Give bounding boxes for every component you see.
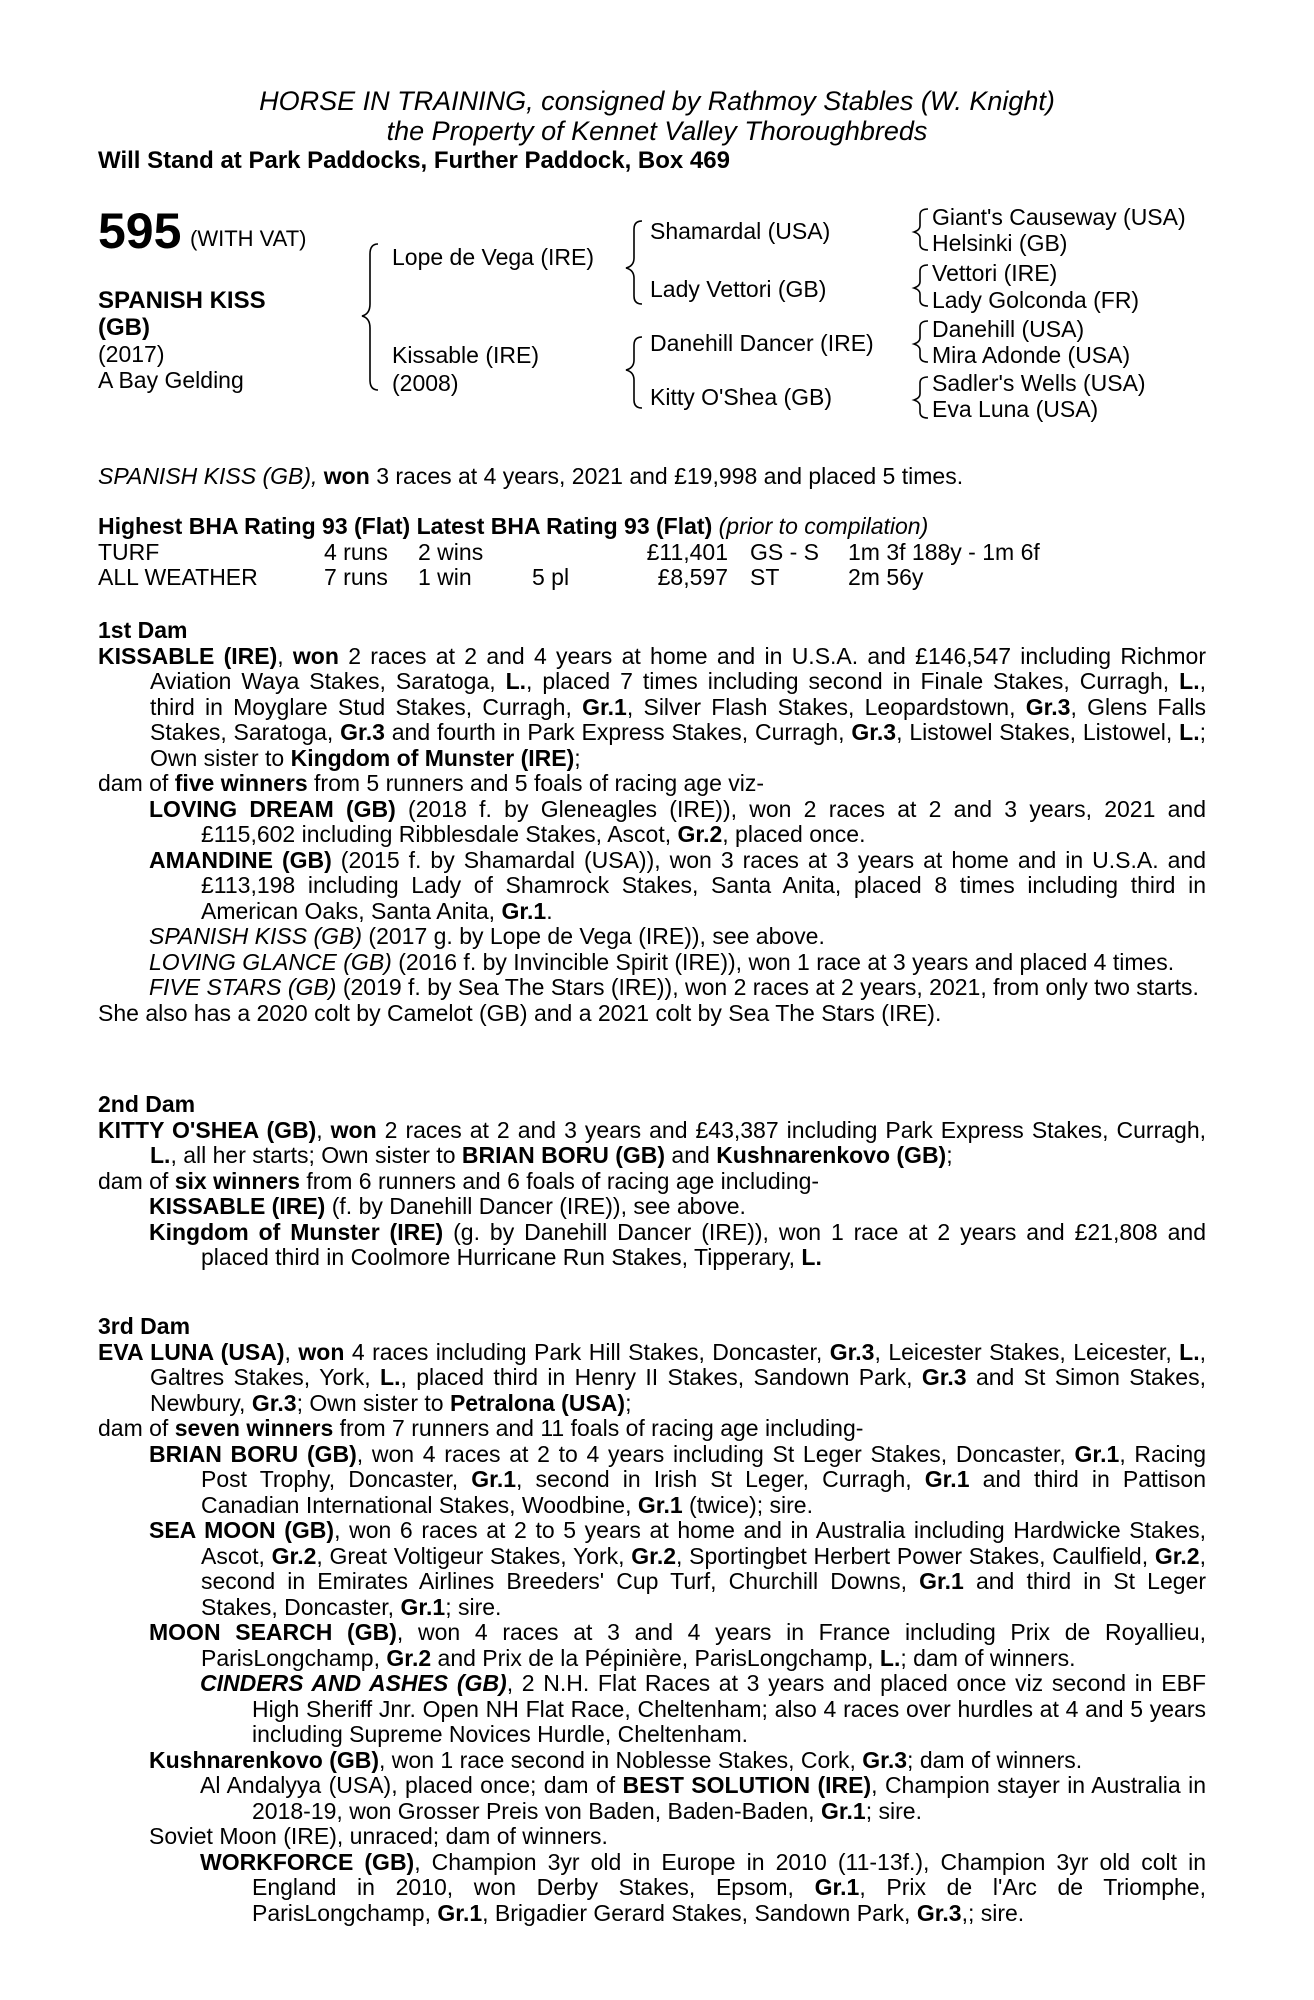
bracket-ss: [914, 209, 928, 250]
text-run: dam of: [98, 770, 175, 796]
text-run: , Listowel Stakes, Listowel,: [896, 719, 1180, 745]
text-run: ; sire.: [865, 1797, 922, 1824]
third-dam-section: [98, 1314, 1206, 1926]
text-run: (f. by Danehill Dancer (IRE)), see above.: [325, 1193, 746, 1219]
emphasis-text: L.: [380, 1364, 401, 1390]
emphasis-text: LOVING DREAM (GB): [149, 795, 396, 822]
location-line: Will Stand at Park Paddocks, Further Paddock, Box 469: [98, 147, 730, 174]
emphasis-text: BRIAN BORU (GB): [149, 1440, 357, 1467]
ratings-row: [98, 565, 1078, 590]
bracket-sire-side: [626, 221, 642, 304]
horse-year: (2017): [98, 341, 165, 367]
text-run: .: [546, 897, 553, 924]
produce-entry: [98, 950, 1206, 976]
pedigree-dam-year: (2008): [392, 370, 459, 396]
text-run: ;: [625, 1389, 632, 1416]
pedigree-dam-sire: Danehill Dancer (IRE): [650, 330, 874, 356]
emphasis-text: Gr.3: [340, 719, 385, 745]
emphasis-text: BRIAN BORU (GB): [461, 1142, 666, 1168]
produce-entry: [98, 848, 1206, 925]
produce-entry: [98, 1220, 1206, 1271]
emphasis-text: Gr.3: [1025, 693, 1071, 720]
ratings-surface: TURF: [98, 538, 160, 565]
ratings-surface: ALL WEATHER: [98, 563, 258, 590]
vat-note: (WITH VAT): [190, 226, 307, 251]
produce-entry: [98, 924, 1206, 950]
text-run: and: [665, 1142, 717, 1168]
pedigree-sire: Lope de Vega (IRE): [392, 244, 595, 270]
text-run: SPANISH KISS (GB): [149, 923, 363, 949]
text-run: ,: [284, 1338, 299, 1365]
emphasis-text: L.: [150, 1142, 171, 1168]
emphasis-text: AMANDINE (GB): [149, 846, 332, 873]
emphasis-text: L.: [1179, 1338, 1200, 1365]
emphasis-text: Gr.1: [919, 1568, 964, 1594]
text-run: , second in Emirates Airlines Breeders' Cup Turf, Churchill Downs,: [201, 1542, 1206, 1594]
ratings-wins: 1 win: [418, 563, 472, 590]
ratings-going: ST: [750, 563, 780, 590]
emphasis-text: KITTY O'SHEA (GB): [98, 1116, 317, 1143]
ratings-title: Highest BHA Rating 93 (Flat) Latest BHA Rating 93 (Flat): [98, 513, 713, 539]
first-dam-section: [98, 618, 1206, 1026]
emphasis-text: won: [330, 1116, 377, 1143]
emphasis-text: won: [292, 642, 339, 669]
emphasis-text: EVA LUNA (USA): [98, 1338, 285, 1365]
text-run: (g. by Danehill Dancer (IRE)), won 1 race at 2 years and £21,808 and placed third in Coolmore Hurricane Run Stakes, Tipperary,: [201, 1218, 1207, 1270]
summary-won: won: [323, 463, 370, 489]
ratings-prize-money: £8,597: [657, 563, 728, 590]
produce-entry: [98, 1442, 1206, 1519]
produce-entry: [98, 1748, 1206, 1774]
emphasis-text: BEST SOLUTION (IRE): [622, 1772, 872, 1798]
text-run: , second in Irish St Leger, Curragh,: [516, 1466, 925, 1492]
emphasis-text: CINDERS AND ASHES (GB): [200, 1670, 507, 1696]
emphasis-text: WORKFORCE (GB): [200, 1848, 415, 1875]
text-run: (2016 f. by Invincible Spirit (IRE)), won 1 race at 3 years and placed 4 times.: [391, 948, 1175, 975]
text-run: , Champion stayer in Australia in 2018-19, won Grosser Preis von Baden, Baden-Baden,: [252, 1772, 1207, 1824]
emphasis-text: Gr.3: [916, 1899, 962, 1926]
emphasis-text: SEA MOON (GB): [149, 1517, 335, 1543]
bracket-sd: [914, 265, 928, 306]
text-run: 2 races at 2 and 4 years at home and in U.S.A. and £146,547 including Richmor Aviation Waya Stakes, Saratoga,: [150, 642, 1206, 694]
bracket-sire-dam: [362, 244, 378, 390]
text-run: , Great Voltigeur Stakes, York,: [316, 1542, 632, 1569]
emphasis-text: Gr.1: [1074, 1440, 1120, 1467]
horse-description: A Bay Gelding: [98, 367, 244, 393]
ratings-table: [98, 540, 1078, 590]
text-run: , Champion 3yr old in Europe in 2010 (11-13f.), Champion 3yr old colt in England in 2010, won Derby Stakes, Epsom,: [252, 1848, 1206, 1900]
text-run: (2018 f. by Gleneagles (IRE)), won 2 races at 2 and 3 years, 2021 and £115,602 including Ribblesdale Stakes, Ascot,: [201, 795, 1206, 847]
text-run: (2019 f. by Sea The Stars (IRE)), won 2 races at 2 years, 2021, from only two starts.: [336, 974, 1199, 1000]
second-dam-record: [98, 1118, 1206, 1169]
second-dam-heading: 2nd Dam: [98, 1091, 196, 1117]
text-run: LOVING GLANCE (GB): [149, 948, 392, 975]
emphasis-text: five winners: [174, 770, 308, 796]
emphasis-text: won: [298, 1338, 345, 1365]
text-run: , 2 N.H. Flat Races at 3 years and placed once viz second in EBF High Sheriff Jnr. Open NH Flat Race, Cheltenham; also 4 races over hurdles at 4 and 5 years including Supreme Novices Hurdle, Cheltenham.: [252, 1670, 1206, 1747]
emphasis-text: Gr.1: [820, 1797, 866, 1824]
text-run: (2015 f. by Shamardal (USA)), won 3 races at 3 years at home and in U.S.A. and £113,198 including Lady of Shamrock Stakes, Santa Anita, placed 8 times including third in American Oaks, Santa Anita,: [201, 846, 1207, 924]
horse-name: SPANISH KISS: [98, 287, 266, 314]
first-dam-produce: [98, 771, 1206, 797]
ratings-distance: 1m 3f 188y - 1m 6f: [848, 538, 1040, 565]
pedigree-sds: Vettori (IRE): [932, 260, 1058, 286]
third-dam-produce: [98, 1416, 1206, 1442]
text-run: from 7 runners and 11 foals of racing age including-: [333, 1415, 864, 1441]
text-run: , won 4 races at 2 to 4 years including St Leger Stakes, Doncaster,: [356, 1440, 1075, 1467]
summary-horse-name: SPANISH KISS (GB),: [98, 463, 318, 489]
emphasis-text: Kushnarenkovo (GB): [716, 1142, 947, 1168]
emphasis-text: Gr.3: [251, 1389, 297, 1416]
text-run: ; sire.: [445, 1593, 502, 1620]
pedigree-dsd: Mira Adonde (USA): [932, 342, 1131, 368]
emphasis-text: L.: [879, 1644, 901, 1671]
second-dam-produce: [98, 1169, 1206, 1195]
text-run: , Brigadier Gerard Stakes, Sandown Park,: [482, 1899, 917, 1926]
text-run: , Racing Post Trophy, Doncaster,: [201, 1440, 1207, 1492]
ratings-runs: 7 runs: [324, 563, 388, 590]
ratings-note: (prior to compilation): [718, 513, 929, 539]
produce-entry: [98, 1518, 1206, 1620]
text-run: (twice); sire.: [682, 1491, 813, 1518]
emphasis-text: Gr.1: [924, 1466, 970, 1492]
emphasis-text: Kingdom of Munster (IRE): [149, 1218, 444, 1245]
ratings-prize-money: £11,401: [646, 538, 728, 565]
pedigree-dds: Sadler's Wells (USA): [932, 370, 1146, 396]
text-run: ,: [277, 642, 293, 669]
pedigree-dam-dam: Kitty O'Shea (GB): [650, 384, 833, 410]
second-dam-section: [98, 1092, 1206, 1271]
text-run: ; Own sister to: [296, 1389, 450, 1416]
text-run: , won 6 races at 2 to 5 years at home and in Australia including Hardwicke Stakes, Ascot,: [201, 1517, 1207, 1569]
text-run: , Galtres Stakes, York,: [150, 1338, 1207, 1390]
emphasis-text: Gr.2: [677, 821, 723, 847]
lot-number: 595: [98, 203, 182, 259]
ratings-row: [98, 540, 1078, 565]
text-run: dam of: [98, 1167, 175, 1194]
consignor-line: HORSE IN TRAINING, consigned by Rathmoy Stables (W. Knight): [259, 86, 1055, 116]
emphasis-text: Gr.1: [437, 1899, 483, 1926]
emphasis-text: Gr.2: [1154, 1542, 1200, 1569]
text-run: (2017 g. by Lope de Vega (IRE)), see above.: [362, 923, 825, 949]
emphasis-text: L.: [505, 668, 527, 694]
emphasis-text: seven winners: [174, 1415, 334, 1441]
pedigree-sdd: Lady Golconda (FR): [932, 287, 1140, 313]
text-run: Al Andalyya (USA), placed once; dam of: [200, 1772, 623, 1798]
pedigree-sire-dam: Lady Vettori (GB): [650, 276, 827, 302]
ratings-wins: 2 wins: [418, 538, 484, 565]
text-run: 4 races including Park Hill Stakes, Doncaster,: [344, 1338, 830, 1365]
emphasis-text: L.: [1179, 719, 1200, 745]
pedigree-dam: Kissable (IRE): [392, 342, 539, 368]
ratings-distance: 2m 56y: [848, 563, 924, 590]
produce-entry: [98, 975, 1206, 1001]
emphasis-text: Gr.1: [501, 897, 547, 924]
text-run: ; dam of winners.: [907, 1746, 1083, 1773]
text-run: , Prix de l'Arc de Triomphe, ParisLongchamp,: [252, 1874, 1206, 1926]
first-dam-record: [98, 644, 1206, 772]
emphasis-text: Gr.3: [829, 1338, 875, 1365]
horse-origin: (GB): [98, 314, 150, 341]
emphasis-text: Gr.1: [582, 693, 627, 720]
third-dam-record: [98, 1340, 1206, 1417]
text-run: ; dam of winners.: [900, 1644, 1076, 1671]
emphasis-text: KISSABLE (IRE): [149, 1193, 326, 1219]
ratings-placings: [532, 540, 624, 565]
text-run: and third in Pattison Canadian International Stakes, Woodbine,: [201, 1466, 1206, 1518]
pedigree-sss: Giant's Causeway (USA): [932, 204, 1186, 230]
bracket-dam-side: [626, 337, 642, 408]
text-run: ; Own sister to: [150, 719, 1206, 771]
text-run: , won 4 races at 3 and 4 years in France including Prix de Royallieu, ParisLongchamp,: [201, 1619, 1206, 1671]
text-run: ;: [574, 744, 581, 771]
text-run: ,; sire.: [961, 1899, 1025, 1926]
text-run: , Silver Flash Stakes, Leopardstown,: [626, 693, 1026, 720]
produce-entry: [98, 797, 1206, 848]
emphasis-text: Gr.1: [814, 1874, 860, 1900]
ratings-runs: 4 runs: [324, 538, 388, 565]
bracket-dd: [914, 377, 928, 418]
owner-line: the Property of Kennet Valley Thoroughbreds: [386, 116, 928, 146]
first-dam-heading: 1st Dam: [98, 617, 188, 643]
text-run: ,: [316, 1116, 331, 1143]
emphasis-text: Kingdom of Munster (IRE): [290, 744, 575, 771]
third-dam-heading: 3rd Dam: [98, 1313, 191, 1339]
emphasis-text: Petralona (USA): [449, 1389, 626, 1416]
text-run: and fourth in Park Express Stakes, Curragh,: [384, 719, 852, 745]
emphasis-text: six winners: [174, 1167, 300, 1194]
emphasis-text: Gr.1: [471, 1466, 517, 1492]
text-run: , all her starts; Own sister to: [170, 1142, 462, 1168]
text-run: 2 races at 2 and 3 years and £43,387 including Park Express Stakes, Curragh,: [376, 1116, 1207, 1143]
text-run: , Leicester Stakes, Leicester,: [874, 1338, 1180, 1365]
bracket-ds: [914, 321, 928, 362]
emphasis-text: Gr.3: [862, 1746, 908, 1773]
text-run: , placed 7 times including second in Finale Stakes, Curragh,: [526, 668, 1180, 694]
emphasis-text: Gr.3: [851, 719, 897, 745]
text-run: , placed third in Henry II Stakes, Sandown Park,: [400, 1364, 922, 1390]
summary-text: 3 races at 4 years, 2021 and £19,998 and placed 5 times.: [376, 463, 964, 489]
pedigree-ssd: Helsinki (GB): [932, 230, 1068, 256]
emphasis-text: KISSABLE (IRE): [98, 642, 278, 669]
produce-entry: [98, 1824, 1206, 1850]
emphasis-text: Kushnarenkovo (GB): [149, 1746, 380, 1773]
text-run: and Prix de la Pépinière, ParisLongchamp,: [431, 1644, 880, 1671]
ratings-placings: 5 pl: [532, 563, 570, 590]
emphasis-text: L.: [1179, 668, 1200, 694]
text-run: ;: [946, 1142, 953, 1168]
ratings-going: GS - S: [750, 538, 820, 565]
text-run: , won 1 race second in Noblesse Stakes, Cork,: [379, 1746, 863, 1773]
emphasis-text: Gr.2: [386, 1644, 432, 1671]
text-run: , third in Moyglare Stud Stakes, Curragh,: [150, 668, 1206, 720]
text-run: , Sportingbet Herbert Power Stakes, Caulfield,: [676, 1542, 1155, 1569]
produce-entry: [98, 1850, 1206, 1927]
text-run: and third in St Leger Stakes, Doncaster,: [201, 1568, 1206, 1620]
emphasis-text: L.: [801, 1244, 822, 1270]
pedigree-dss: Danehill (USA): [932, 316, 1085, 342]
emphasis-text: Gr.2: [631, 1542, 677, 1569]
emphasis-text: Gr.1: [637, 1491, 683, 1518]
pedigree-ddd: Eva Luna (USA): [932, 396, 1099, 422]
text-run: , Glens Falls Stakes, Saratoga,: [150, 693, 1206, 745]
produce-entry: [98, 1773, 1206, 1824]
first-dam-note: She also has a 2020 colt by Camelot (GB) and a 2021 colt by Sea The Stars (IRE).: [98, 999, 942, 1026]
produce-entry: [98, 1671, 1206, 1748]
text-run: , placed once.: [722, 821, 866, 847]
produce-entry: [98, 1194, 1206, 1220]
emphasis-text: Gr.2: [271, 1542, 317, 1569]
emphasis-text: Gr.1: [400, 1593, 446, 1620]
produce-entry: [98, 1620, 1206, 1671]
emphasis-text: Gr.3: [921, 1364, 967, 1390]
pedigree-sire-sire: Shamardal (USA): [650, 218, 831, 244]
text-run: Soviet Moon (IRE), unraced; dam of winners.: [149, 1823, 608, 1849]
ratings-section: [98, 514, 1206, 590]
horse-details: [98, 287, 266, 393]
text-run: from 6 runners and 6 foals of racing age including-: [300, 1167, 820, 1194]
text-run: FIVE STARS (GB): [149, 974, 337, 1000]
race-summary: [98, 464, 1206, 490]
text-run: dam of: [98, 1415, 175, 1441]
text-run: and St Simon Stakes, Newbury,: [150, 1364, 1206, 1416]
emphasis-text: MOON SEARCH (GB): [149, 1619, 397, 1645]
text-run: from 5 runners and 5 foals of racing age viz-: [307, 770, 765, 796]
